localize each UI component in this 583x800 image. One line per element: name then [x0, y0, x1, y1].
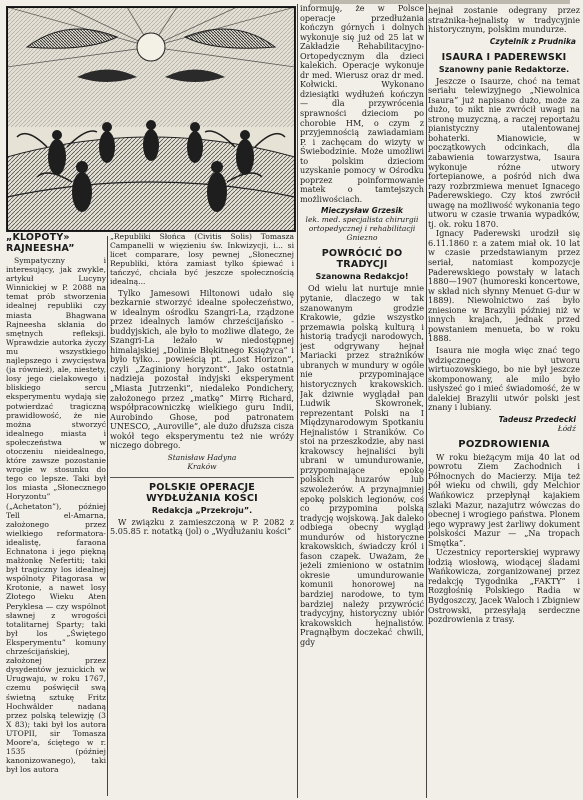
article-title-klopoty: „KLOPOTY» RAJNEESHA” — [6, 232, 75, 254]
column-2 — [110, 232, 294, 798]
signature-name: Mieczysław Grzesik — [320, 206, 404, 216]
signature-hadyna — [110, 453, 294, 471]
article-body-pozdrowienia: W roku bieżącym mija 40 lat od powrotu Ziem Zachodnich i Północnych do Macierzy. Mija też pół wieku od chwili, gdy Melchior Wańkowicz przepłynął kajakiem szlaki Mazur, nazajutrz wówczas do obecnej i wrogiego państwa. Plonem jego wyprawy jest żarliwy dokument polskości Mazur — „Na tropach Smętka”. — [428, 451, 580, 548]
signature-credentials: lek. med. specjalista chirurgii ortopedycznej i rehabilitacji Gniezno — [305, 215, 419, 243]
column-rule — [107, 236, 108, 796]
article-body-operacje: W związku z zamieszczoną w P. 2082 z 5.05.85 r. notatką (jol) o „Wydłużaniu kości” — [110, 516, 294, 537]
article-body-tradycja-cont: hejnał zostanie odegrany przez strażnika-hejnalistę w tradycyjnie historycznym, polskim mundurze. — [428, 5, 580, 35]
signature-name: Stanisław Hadyna — [167, 452, 237, 462]
column-3 — [300, 0, 424, 800]
article-title-operacje: POLSKIE OPERACJE WYDŁUŻANIA KOŚCI — [146, 481, 258, 504]
illustration — [6, 6, 296, 232]
article-body-pozdrowienia-2: Uczestnicy reporterskiej wyprawy łodzią wiosłową, wiodącej śladami Wańkowicza, zorganizowanej przez redakcję Tygodnika „FAKTY” i Rozgłośnię Polskiego Radia w Bydgoszczy, Jacek Waloch i Zbigniew Ostrowski, przesyłają serdeczne pozdrowienia z trasy. — [428, 547, 580, 625]
signature-przedecki — [428, 415, 576, 433]
column-rule — [297, 4, 298, 798]
article-body-tradycja: Od wielu lat nurtuje mnie pytanie, dlaczego w tak szanowanym grodzie Krakowie, gdzie wszystko przemawia polską kulturą i historią tradycji narodowych, jest odgrywany hejnał Mariacki przez strażników ubranych w mundury w ogóle nie przypominające historycznych krakowskich. Jak dziwnie wyglądał pan Ludwik Skowronek, reprezentant Polski na I Międzynarodowym Spotkaniu Hejnalistów i Straników. Co stoi na przeszkodzie, aby nasi krakowscy hejnaliści byli ubrani w umundurowanie, przypominające epokę polskich huzarów lub szwoleżerów. A przynajmniej epokę polskich legionów, coś co przypomina polską tradycję wojskową. Jak daleko odbiega obecny wygląd mundurów od historyczne krakowskich, świadczy król i fason czapek. Uważam, że jeżeli zmieniono w ostatnim okresie umundurowanie komunii honorowej na bardziej narodowe, to tym bardziej należy przywrócić tradycyjny, historyczny ubiór krakowskich hejnalistów. Pragnąłbym doczekać chwili, gdy — [300, 283, 424, 647]
article-body-klopoty-cont-2: Tylko Jamesowi Hiltonowi udało się bezkarnie stworzyć idealne społeczeństwo, w idealnym ośrodku Szangri-La, rządzone przez idealnych lamów chrześcijańsko - buddyjskich, ale było to możliwe dlatego, że Szangri-La leżało w niedostępnej himalajskiej „Dolinie Błękitnego Księżyca” i było tylko... powieścią pt. „Lost Horizon”, czyli „Zaginiony horyzont”. Jako ostatnia nadzieja pozostał indyjski eksperyment „Miasta Jutrzenki”, niedaleko Pondichery, założonego przez „matkę” Mirrę Richard, współpracowniczkę wielkiego guru Indii, Aurobindo Ghose, pod patronatem UNESCO, „Auroville”, ale dużo dłuższa cisza wokół tego eksperymentu też nie wróży niczego dobrego. — [110, 287, 294, 451]
signature-city: Łódź — [557, 423, 576, 433]
article-body-klopoty-cont: „Republiki Słońca (Civitis Solis) Tomasza Campanelli w więzieniu św. Inkwizycji, i... si licet comparare, losy pewnej „Słonecznej Republiki, która zamiast tylko śpiewać i tańczyć, chciała być jeszcze społecznością idealną... — [110, 232, 294, 287]
article-title-isaura: ISAURA I PADEREWSKI — [441, 51, 567, 63]
article-body-operacje-cont: informuję, że w Polsce operacje przedłużania kończyn górnych i dolnych wykonuje się już od 25 lat w Zakładzie Rehabilitacyjno-Ortopedycznym dla dzieci kalekich. Operacje wykonuje dr med. Wierusz oraz dr med. Kołwicki. Wykonano dziesiątki wydłużeń kończyn — dla przywrócenia sprawności dzieciom po chorobie HM, o czym z przyjemnością zawiadamiam P. i zachęcam do wizyty w Świebodzinie. Może umożliwi to polskim dzieciom uzyskanie pomocy w Ośrodku poprzez poinformowanie matek o tamtejszych możliwościach. — [300, 3, 424, 204]
article-body-klopoty: Sympatyczny i interesujący, jak zwykle, artykuł Lucyny Winnickiej w P. 2088 na temat prób stworzenia idealnej republiki czy miasta Bhagwana Rajneesha skłania do smętnych refleksji. Wprawdzie autorka życzy mu wszystkiego najlepszego i zwycięstwa (ja również), ale, niestety, losy jego cielakowego i bliskiego sercu eksperymentu wydają się potwierdzać tragiczną prawidłowość, że nie można stworzyć idealnego miasta i społeczeństwa w otoczeniu nieidealnego, które zawsze pozostanie wrogie w stosunku do tego co lepsze. Taki był los miasta „Słonecznego Horyzontu” („Achetaton”), później Tell el-Amarna, założonego przez wielkiego reformatora-idealistę, faraona Echnatona i jego piękną małżonkę Nefertiti; taki był tragiczny los idealnej wspólnoty Pitagorasa w Krotonie, a nawet losy Złotego Wieku Aten Peryklesa — czy wspólnot sławnej z wrogości totalitarnej Sparty; taki był los „Świętego Eksperymentu” komuny chrześcijańskiej, założonej przez dysydentów jezuickich w Urugwaju, w roku 1767, czemu poświęcił swą świetną sztukę Fritz Hochwälder nadaną przez polską telewizję (3 X 83); taki był los autora UTOPII, sir Tomasza Moore'a, ściętego w r. 1535 (później kanonizowanego), taki był los autora — [6, 256, 106, 775]
article-salutation-tradycja: Szanowna Redakcjo! — [315, 272, 409, 282]
bird-figures-drawing — [7, 7, 295, 231]
article-body-isaura-2: Ignacy Paderewski urodził się 6.11.1860 r. a zatem miał ok. 10 lat w czasie przedstawianym przez seriał, natomiast kompozycje Paderewskiego powstały w latach 1880—1907 (humoreski koncertowe, w skład nich słynny Menuet G-dur w 1889). Niewolnictwo zaś było zniesione w Brazylii później niż w innych krajach, jednak przed powstaniem menueta, bo w roku 1888. — [428, 228, 580, 344]
signature-grzesik — [300, 206, 424, 242]
article-salutation-isaura: Szanowny panie Redaktorze. — [438, 64, 570, 74]
article-salutation-operacje: Redakcja „Przekroju”. — [151, 505, 253, 515]
signature-prudnik: Czytelnik z Prudnika — [489, 36, 576, 46]
article-title-pozdrowienia: POZDROWIENIA — [458, 438, 550, 450]
article-title-tradycja: POWRÓCIĆ DO TRADYCJI — [321, 248, 403, 271]
column-rule — [426, 4, 427, 798]
column-4 — [428, 0, 580, 800]
signature-name: Tadeusz Przedecki — [498, 414, 576, 424]
column-1 — [6, 232, 106, 798]
signature-city: Kraków — [187, 461, 217, 471]
article-body-isaura: Jeszcze o Isaurze, choć na temat seriału telewizyjnego „Niewolnica Isaura” już napisano dużo, może za dużo, to nikt nie zwrócił uwagi na stronę muzyczną, a raczej reportażu pianistyczny utalentowanej bohaterki. Mianowicie, w początkowych odcinkach, dla zabawienia towarzystwa, Isaura wykonuje różne utwory fortepianowe, a pośród nich dwa razy rozbrzmiewa menuet Ignacego Paderewskiego. Czy ktoś zwrócił uwagę na możliwość wykonania tego utworu w czasie trwania wypadków, tj. ok. roku 1870. — [428, 75, 580, 229]
divider — [110, 477, 294, 478]
article-body-isaura-3: Isaura nie mogła więc znać tego wdzięcznego utworu wirtuozowskiego, bo nie był jeszcze skomponowany, ale milo było usłyszeć go i mieć świadomość, że w dalekiej Brazylii utwór polski jest znany i lubiany. — [428, 344, 580, 413]
